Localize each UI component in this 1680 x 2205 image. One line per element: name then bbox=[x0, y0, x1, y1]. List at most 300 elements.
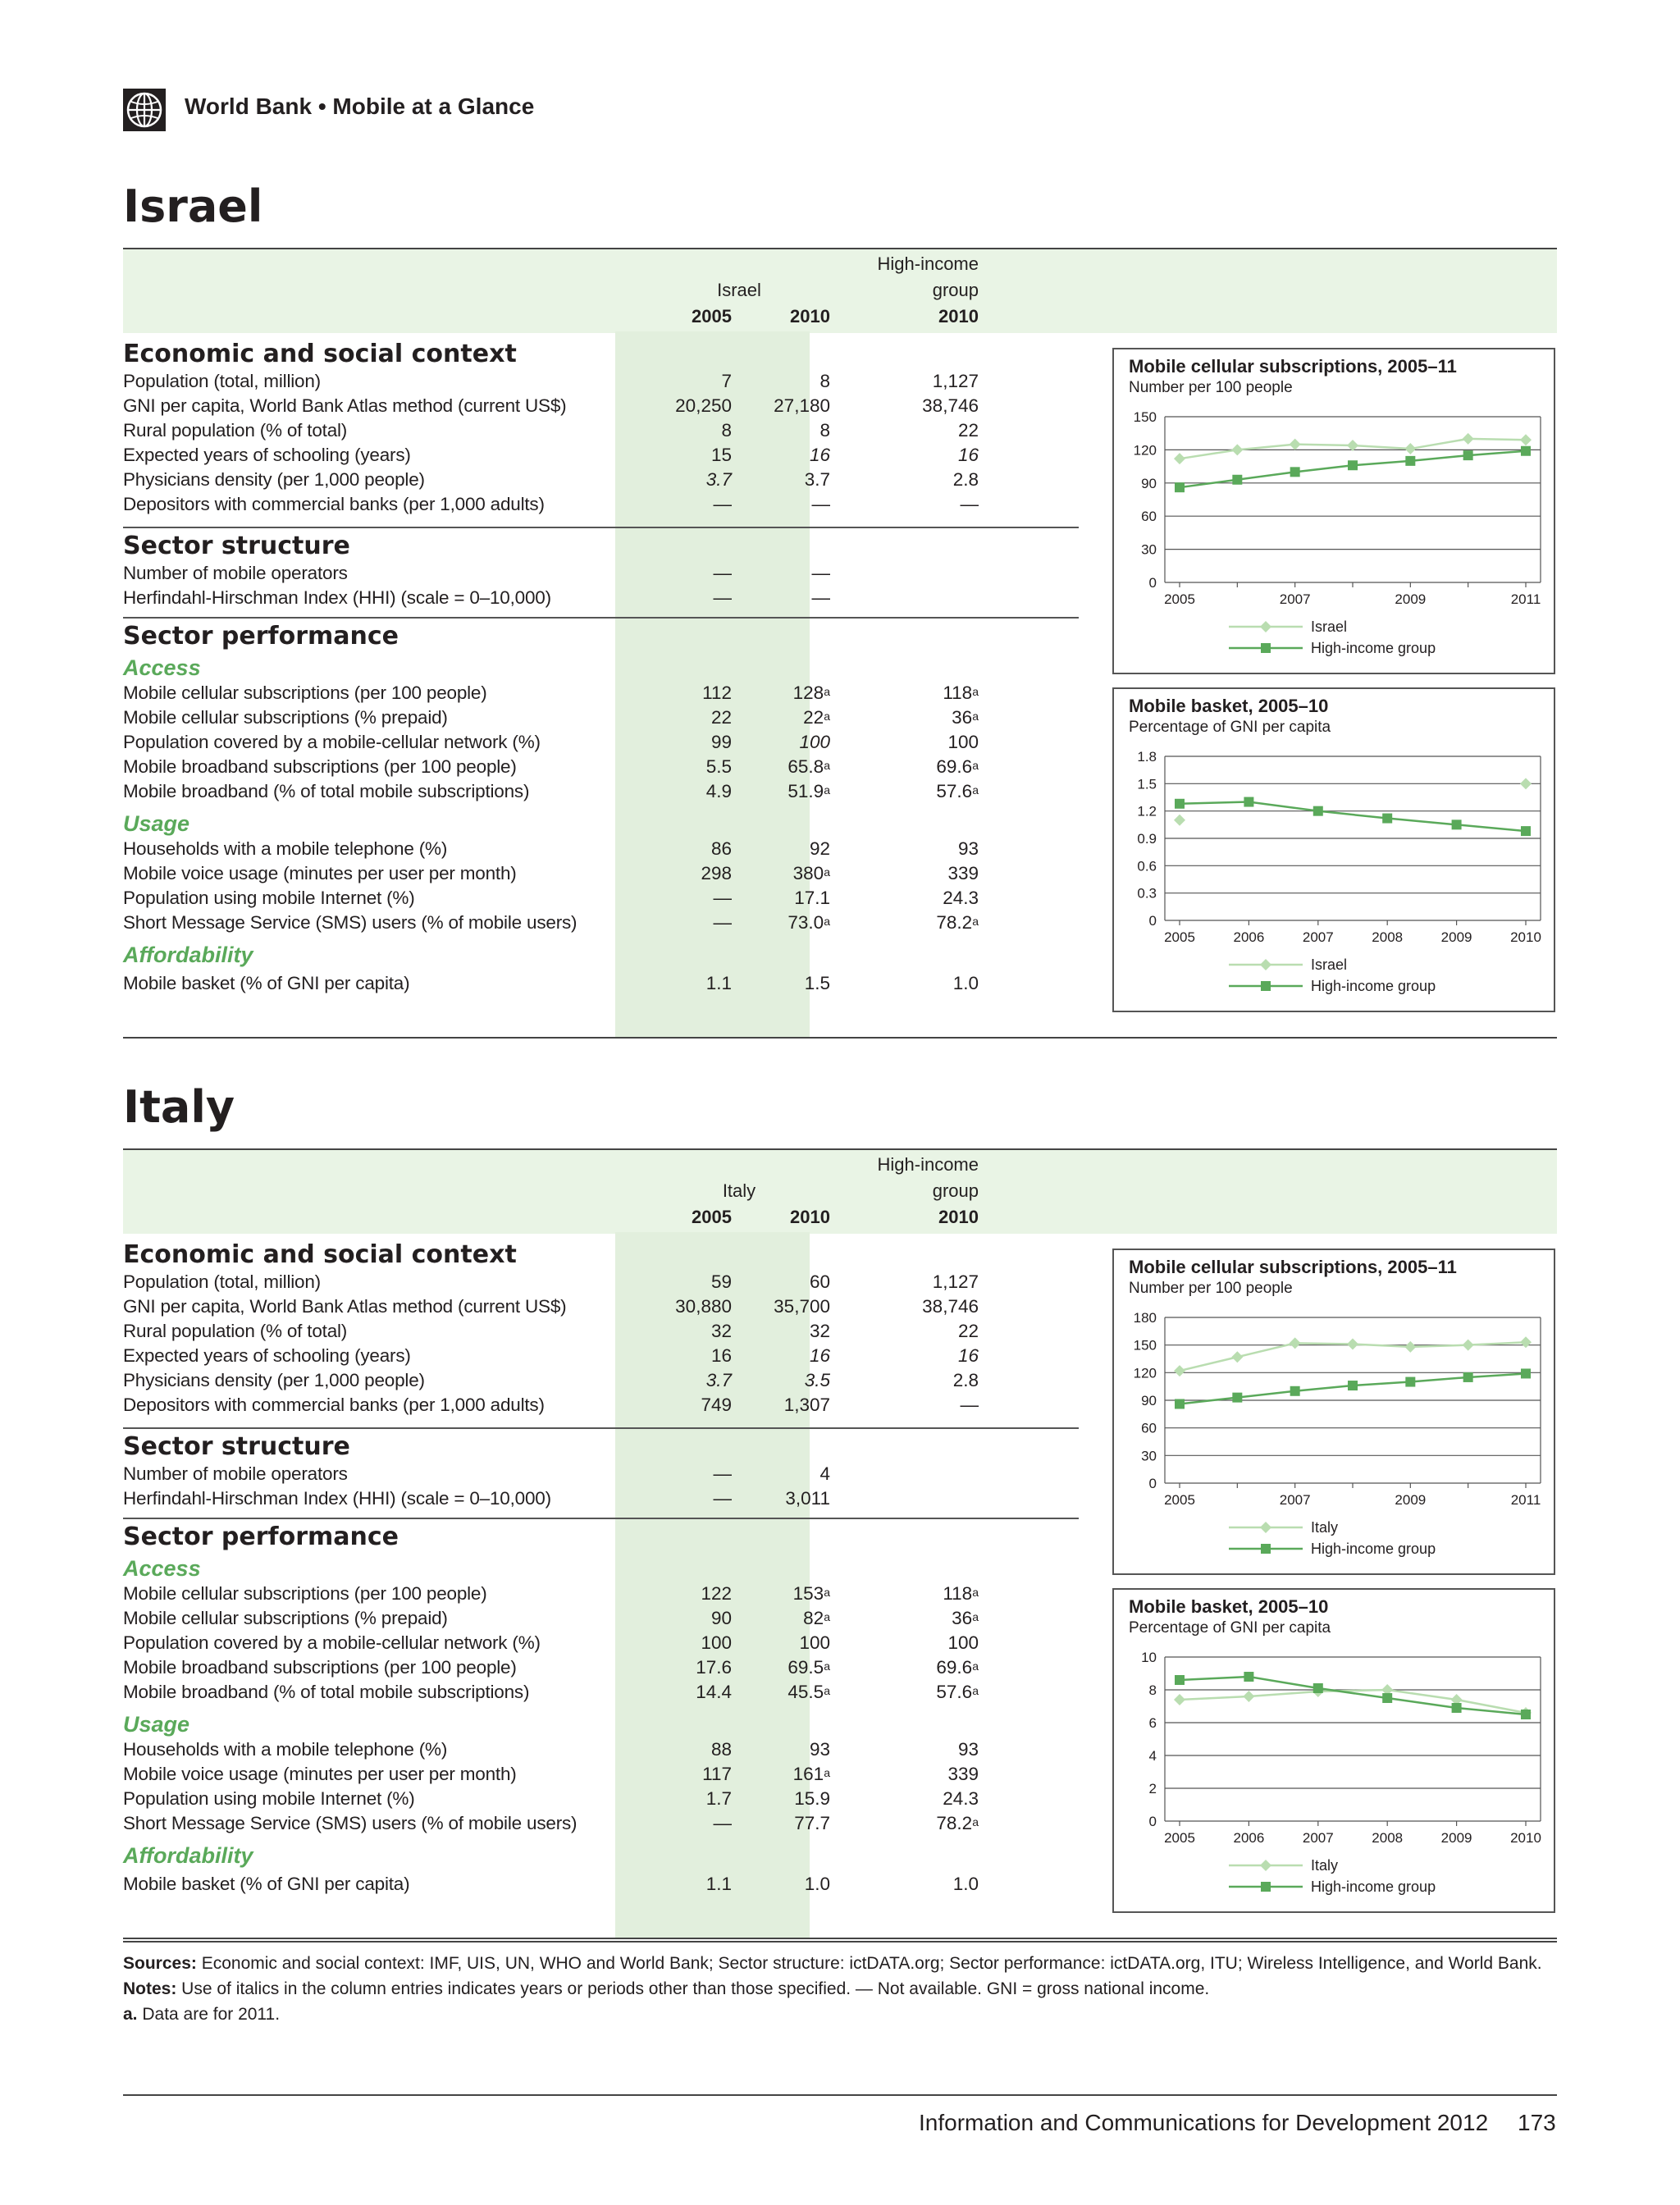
data-point-diamond bbox=[1243, 1691, 1254, 1702]
subcategory-access: Access bbox=[123, 1556, 201, 1581]
chart-subtitle: Number per 100 people bbox=[1129, 379, 1293, 396]
y-tick-label: 0 bbox=[1148, 1814, 1157, 1829]
cell-value: 117 bbox=[702, 1764, 732, 1784]
cell-value: 3.5 bbox=[804, 1370, 830, 1390]
data-point-square bbox=[1348, 1381, 1358, 1390]
cell-v2 bbox=[748, 911, 830, 935]
cell-value: 93 bbox=[957, 1739, 979, 1760]
y-tick-label: 30 bbox=[1141, 1448, 1157, 1464]
data-point-diamond bbox=[1290, 1337, 1301, 1349]
cell-v1 bbox=[648, 586, 732, 610]
y-tick-label: 120 bbox=[1133, 1365, 1157, 1381]
row-label: Short Message Service (SMS) users (% of mobile users) bbox=[123, 1813, 578, 1833]
cell-value: 749 bbox=[701, 1395, 732, 1415]
cell-v1 bbox=[648, 837, 732, 861]
cell-v1 bbox=[648, 1294, 732, 1319]
cell-value: 2.8 bbox=[952, 469, 979, 490]
chart-israel-basket bbox=[1112, 687, 1555, 1012]
y-tick-label: 30 bbox=[1141, 541, 1157, 558]
notes-label: Notes: bbox=[123, 1979, 177, 1998]
cell-v3 bbox=[902, 1270, 979, 1294]
cell-value: 3.7 bbox=[804, 469, 830, 490]
row-label: Mobile voice usage (minutes per user per month) bbox=[123, 863, 517, 883]
cell-v1 bbox=[648, 1344, 732, 1368]
y-tick-label: 0.9 bbox=[1137, 831, 1157, 847]
cell-value: 82 bbox=[803, 1608, 824, 1628]
y-tick-label: 120 bbox=[1133, 442, 1157, 459]
data-point-diamond bbox=[1463, 433, 1474, 445]
section-divider bbox=[123, 527, 1079, 528]
y-tick-label: 6 bbox=[1148, 1715, 1157, 1731]
x-tick-label: 2010 bbox=[1510, 929, 1541, 945]
cell-v3 bbox=[902, 1344, 979, 1368]
cell-value: 153 bbox=[792, 1583, 824, 1604]
cell-v2 bbox=[748, 443, 830, 468]
row-label: Mobile broadband subscriptions (per 100 people) bbox=[123, 756, 517, 777]
cell-value: 2.8 bbox=[952, 1370, 979, 1390]
cell-value: 30,880 bbox=[675, 1296, 732, 1317]
row-label: Expected years of schooling (years) bbox=[123, 1345, 411, 1366]
cell-value: 128 bbox=[792, 682, 824, 703]
footnote-marker: a bbox=[972, 685, 979, 698]
data-point-square bbox=[1348, 460, 1358, 470]
footnote-marker: a bbox=[972, 783, 979, 797]
x-tick-label: 2010 bbox=[1510, 1830, 1541, 1846]
cell-v2 bbox=[748, 779, 830, 804]
high-income-header-line2: group bbox=[932, 1180, 979, 1201]
cell-value: 32 bbox=[710, 1321, 732, 1341]
footnote-marker: a bbox=[972, 1684, 979, 1697]
cell-value: 118 bbox=[943, 1583, 973, 1604]
cell-value: 100 bbox=[947, 732, 979, 752]
data-point-square bbox=[1452, 1703, 1462, 1713]
y-tick-label: 1.5 bbox=[1137, 776, 1157, 792]
row-label: Number of mobile operators bbox=[123, 1463, 348, 1484]
cell-v1 bbox=[648, 1582, 732, 1606]
cell-v1 bbox=[648, 681, 732, 705]
row-label: Mobile broadband (% of total mobile subscriptions) bbox=[123, 781, 530, 801]
y-tick-label: 8 bbox=[1148, 1682, 1157, 1698]
data-point-square bbox=[1521, 826, 1531, 836]
footnote-marker: a bbox=[972, 759, 979, 772]
cell-value: — bbox=[960, 1395, 979, 1415]
row-label: Mobile broadband (% of total mobile subscriptions) bbox=[123, 1682, 530, 1702]
cell-v1 bbox=[648, 705, 732, 730]
cell-v3 bbox=[902, 1762, 979, 1787]
high-income-year-header: 2010 bbox=[938, 306, 979, 326]
legend-label: High-income group bbox=[1311, 978, 1436, 994]
y-tick-label: 150 bbox=[1133, 1337, 1157, 1354]
legend-label: High-income group bbox=[1311, 1541, 1436, 1557]
cell-v3 bbox=[902, 1368, 979, 1393]
cell-value: 100 bbox=[701, 1632, 732, 1653]
cell-v2 bbox=[748, 1294, 830, 1319]
cell-v3 bbox=[902, 1294, 979, 1319]
data-point-diamond bbox=[1520, 434, 1532, 445]
cell-value: 3,011 bbox=[785, 1488, 830, 1509]
cell-v2 bbox=[748, 1582, 830, 1606]
chart-title: Mobile cellular subscriptions, 2005–11 bbox=[1129, 1257, 1457, 1277]
cell-v1 bbox=[648, 1737, 732, 1762]
cell-value: 69.6 bbox=[936, 756, 973, 777]
row-label: Mobile cellular subscriptions (% prepaid) bbox=[123, 707, 448, 728]
cell-v2 bbox=[748, 1787, 830, 1811]
row-label: Physicians density (per 1,000 people) bbox=[123, 1370, 425, 1390]
cell-value: 17.1 bbox=[794, 888, 830, 908]
legend-marker-square bbox=[1261, 643, 1271, 653]
legend-marker-square bbox=[1261, 1544, 1271, 1554]
data-point-diamond bbox=[1520, 1336, 1532, 1348]
category-economic: Economic and social context bbox=[123, 1240, 517, 1269]
cell-value: — bbox=[811, 494, 830, 514]
chart-subtitle: Percentage of GNI per capita bbox=[1129, 719, 1331, 736]
legend-label: High-income group bbox=[1311, 1879, 1436, 1895]
cell-v1 bbox=[648, 861, 732, 886]
cell-value: 17.6 bbox=[696, 1657, 732, 1678]
cell-v3 bbox=[902, 1631, 979, 1655]
cell-v3 bbox=[902, 1393, 979, 1418]
cell-v1 bbox=[648, 779, 732, 804]
data-point-square bbox=[1232, 475, 1242, 485]
subcategory-affordability: Affordability bbox=[123, 1843, 253, 1868]
cell-v2 bbox=[748, 1344, 830, 1368]
data-point-diamond bbox=[1174, 815, 1185, 826]
cell-v3 bbox=[902, 394, 979, 418]
legend-label: Israel bbox=[1311, 956, 1348, 973]
data-point-square bbox=[1405, 456, 1415, 466]
cell-v3 bbox=[902, 1655, 979, 1680]
cell-v1 bbox=[648, 443, 732, 468]
cell-value: — bbox=[713, 1813, 732, 1833]
cell-v3 bbox=[902, 681, 979, 705]
data-point-square bbox=[1244, 797, 1253, 807]
row-label: Depositors with commercial banks (per 1,000 adults) bbox=[123, 1395, 545, 1415]
data-point-diamond bbox=[1290, 439, 1301, 450]
cell-value: 69.6 bbox=[936, 1657, 973, 1678]
cell-v1 bbox=[648, 911, 732, 935]
row-label: Population using mobile Internet (%) bbox=[123, 888, 415, 908]
legend-marker-diamond bbox=[1260, 621, 1271, 632]
cell-v2 bbox=[748, 586, 830, 610]
year-2010-header: 2010 bbox=[790, 1207, 830, 1227]
cell-value: 100 bbox=[799, 1632, 830, 1653]
cell-value: 122 bbox=[701, 1583, 732, 1604]
cell-value: 1,307 bbox=[783, 1395, 830, 1415]
cell-value: 22 bbox=[957, 420, 979, 441]
data-point-square bbox=[1175, 1399, 1185, 1408]
cell-value: 161 bbox=[792, 1764, 824, 1784]
cell-v3 bbox=[902, 1606, 979, 1631]
cell-v3 bbox=[902, 418, 979, 443]
x-tick-label: 2009 bbox=[1440, 1830, 1472, 1846]
subcategory-access: Access bbox=[123, 655, 201, 680]
year-2005-header: 2005 bbox=[692, 306, 732, 326]
row-label: Households with a mobile telephone (%) bbox=[123, 1739, 448, 1760]
cell-value: 15.9 bbox=[794, 1788, 830, 1809]
cell-v1 bbox=[648, 1655, 732, 1680]
cell-value: 22 bbox=[957, 1321, 979, 1341]
cell-v2 bbox=[748, 561, 830, 586]
x-tick-label: 2005 bbox=[1164, 1492, 1195, 1508]
data-point-square bbox=[1290, 467, 1300, 477]
cell-value: 57.6 bbox=[936, 1682, 973, 1702]
row-label: GNI per capita, World Bank Atlas method (current US$) bbox=[123, 1296, 567, 1317]
y-tick-label: 90 bbox=[1141, 475, 1157, 491]
footnote-marker: a bbox=[824, 1684, 830, 1697]
row-label: Depositors with commercial banks (per 1,000 adults) bbox=[123, 494, 545, 514]
x-tick-label: 2006 bbox=[1233, 1830, 1265, 1846]
data-point-square bbox=[1175, 1675, 1185, 1685]
cell-value: 86 bbox=[710, 838, 732, 859]
footnote-a-label: a. bbox=[123, 2005, 138, 2024]
section-divider bbox=[123, 1427, 1079, 1429]
cell-value: 78.2 bbox=[936, 1813, 973, 1833]
data-point-square bbox=[1175, 799, 1185, 809]
cell-v2 bbox=[748, 1393, 830, 1418]
subcategory-affordability: Affordability bbox=[123, 943, 253, 967]
footnote-marker: a bbox=[824, 1659, 830, 1673]
cell-v2 bbox=[748, 1737, 830, 1762]
y-tick-label: 10 bbox=[1141, 1650, 1157, 1665]
cell-v1 bbox=[648, 1393, 732, 1418]
y-tick-label: 1.8 bbox=[1137, 749, 1157, 765]
data-point-diamond bbox=[1231, 444, 1243, 455]
cell-v3 bbox=[902, 861, 979, 886]
footnote-marker: a bbox=[824, 1766, 830, 1779]
cell-value: 22 bbox=[803, 707, 824, 728]
cell-v3 bbox=[902, 443, 979, 468]
chart-italy-subscriptions bbox=[1112, 1249, 1555, 1575]
cell-value: 45.5 bbox=[788, 1682, 824, 1702]
series-line-1 bbox=[1180, 1677, 1526, 1714]
y-tick-label: 150 bbox=[1133, 409, 1157, 425]
y-tick-label: 180 bbox=[1133, 1310, 1157, 1326]
data-point-square bbox=[1521, 1710, 1531, 1719]
data-point-square bbox=[1521, 1368, 1531, 1378]
data-point-square bbox=[1244, 1672, 1253, 1682]
footnote-marker: a bbox=[824, 710, 830, 723]
cell-value: 78.2 bbox=[936, 912, 973, 933]
row-label: Population using mobile Internet (%) bbox=[123, 1788, 415, 1809]
cell-v1 bbox=[648, 730, 732, 755]
cell-value: 4 bbox=[819, 1463, 830, 1484]
cell-value: 8 bbox=[819, 371, 830, 391]
cell-v2 bbox=[748, 837, 830, 861]
high-income-header-line1: High-income bbox=[877, 253, 979, 274]
data-point-diamond bbox=[1231, 1351, 1243, 1363]
series-line-1 bbox=[1180, 802, 1526, 832]
cell-v1 bbox=[648, 1270, 732, 1294]
y-tick-label: 60 bbox=[1141, 1420, 1157, 1436]
cell-value: 8 bbox=[819, 420, 830, 441]
x-tick-label: 2009 bbox=[1395, 591, 1427, 607]
legend-marker-diamond bbox=[1260, 959, 1271, 970]
cell-value: 118 bbox=[943, 682, 973, 703]
cell-v2 bbox=[748, 492, 830, 517]
category-structure: Sector structure bbox=[123, 1432, 350, 1461]
cell-v3 bbox=[902, 1737, 979, 1762]
row-label: Herfindahl-Hirschman Index (HHI) (scale = 0–10,000) bbox=[123, 1488, 551, 1509]
chart-italy-basket bbox=[1112, 1588, 1555, 1913]
row-label: Population (total, million) bbox=[123, 371, 321, 391]
chart-subtitle: Number per 100 people bbox=[1129, 1280, 1293, 1297]
cell-v1 bbox=[648, 1631, 732, 1655]
data-point-diamond bbox=[1347, 1339, 1358, 1350]
country-column-label: Israel bbox=[717, 280, 761, 300]
x-tick-label: 2009 bbox=[1395, 1492, 1427, 1508]
cell-v2 bbox=[748, 681, 830, 705]
cell-v1 bbox=[648, 971, 732, 996]
footnote-a-text: Data are for 2011. bbox=[137, 2005, 281, 2024]
cell-value: 99 bbox=[710, 732, 732, 752]
column-header-band bbox=[123, 248, 1557, 333]
cell-v3 bbox=[902, 1787, 979, 1811]
cell-v2 bbox=[748, 468, 830, 492]
x-tick-label: 2009 bbox=[1440, 929, 1472, 945]
footnote-marker: a bbox=[972, 1815, 979, 1828]
cell-v1 bbox=[648, 1486, 732, 1511]
footnote-marker: a bbox=[972, 1610, 979, 1623]
high-income-year-header: 2010 bbox=[938, 1207, 979, 1227]
footer-notes bbox=[123, 1951, 1559, 2027]
subcategory-usage: Usage bbox=[123, 1712, 190, 1737]
row-label: GNI per capita, World Bank Atlas method (current US$) bbox=[123, 395, 567, 416]
legend-label: Italy bbox=[1311, 1857, 1339, 1874]
cell-v3 bbox=[902, 911, 979, 935]
cell-v2 bbox=[748, 705, 830, 730]
data-point-square bbox=[1463, 1372, 1473, 1382]
cell-value: 8 bbox=[721, 420, 732, 441]
x-tick-label: 2005 bbox=[1164, 591, 1195, 607]
legend-label: High-income group bbox=[1311, 640, 1436, 656]
cell-value: — bbox=[960, 494, 979, 514]
cell-v1 bbox=[648, 1462, 732, 1486]
data-point-square bbox=[1382, 1693, 1392, 1703]
footnote-marker: a bbox=[824, 1586, 830, 1599]
cell-v1 bbox=[648, 1368, 732, 1393]
cell-v1 bbox=[648, 1872, 732, 1897]
notes-text: Use of italics in the column entries indicates years or periods other than those specified. — Not available. GNI = gross national income. bbox=[176, 1979, 1210, 1998]
cell-v3 bbox=[902, 1582, 979, 1606]
data-point-square bbox=[1175, 482, 1185, 492]
cell-value: 1.5 bbox=[804, 973, 830, 993]
cell-value: 339 bbox=[947, 1764, 979, 1784]
cell-v2 bbox=[748, 394, 830, 418]
column-header-band bbox=[123, 1148, 1557, 1234]
cell-v2 bbox=[748, 1872, 830, 1897]
cell-value: — bbox=[713, 563, 732, 583]
cell-v2 bbox=[748, 1462, 830, 1486]
cell-v1 bbox=[648, 886, 732, 911]
cell-v3 bbox=[902, 1680, 979, 1705]
cell-value: 57.6 bbox=[936, 781, 973, 801]
y-tick-label: 0.6 bbox=[1137, 858, 1157, 874]
legend-label: Italy bbox=[1311, 1519, 1339, 1536]
cell-value: — bbox=[713, 1463, 732, 1484]
high-income-header-line2: group bbox=[932, 280, 979, 300]
cell-v1 bbox=[648, 418, 732, 443]
footnote-marker: a bbox=[824, 1610, 830, 1623]
cell-value: — bbox=[811, 563, 830, 583]
cell-value: 1.1 bbox=[705, 1874, 732, 1894]
row-label: Mobile basket (% of GNI per capita) bbox=[123, 973, 410, 993]
cell-v2 bbox=[748, 1319, 830, 1344]
cell-value: — bbox=[713, 1488, 732, 1509]
x-tick-label: 2007 bbox=[1279, 1492, 1311, 1508]
chart-plot bbox=[1114, 1250, 1554, 1573]
data-point-diamond bbox=[1174, 453, 1185, 464]
cell-value: 16 bbox=[809, 445, 830, 465]
data-point-diamond bbox=[1463, 1340, 1474, 1351]
y-tick-label: 0.3 bbox=[1137, 885, 1157, 902]
x-tick-label: 2008 bbox=[1372, 1830, 1404, 1846]
cell-v1 bbox=[648, 468, 732, 492]
cell-v2 bbox=[748, 971, 830, 996]
chart-israel-subscriptions bbox=[1112, 348, 1555, 674]
chart-title: Mobile cellular subscriptions, 2005–11 bbox=[1129, 356, 1457, 377]
category-structure: Sector structure bbox=[123, 532, 350, 560]
cell-v2 bbox=[748, 369, 830, 394]
cell-value: 3.7 bbox=[705, 469, 732, 490]
cell-value: 38,746 bbox=[922, 1296, 979, 1317]
cell-value: 1.0 bbox=[952, 973, 979, 993]
y-tick-label: 2 bbox=[1148, 1781, 1157, 1796]
data-point-square bbox=[1313, 1683, 1323, 1693]
row-label: Rural population (% of total) bbox=[123, 420, 348, 441]
cell-v3 bbox=[902, 369, 979, 394]
cell-v1 bbox=[648, 561, 732, 586]
y-tick-label: 90 bbox=[1141, 1393, 1157, 1408]
country-title-israel: Israel bbox=[123, 180, 263, 232]
cell-value: 1.7 bbox=[705, 1788, 732, 1809]
cell-value: 1.1 bbox=[705, 973, 732, 993]
publication-title: Information and Communications for Development 2012 bbox=[919, 2110, 1489, 2135]
cell-v1 bbox=[648, 1606, 732, 1631]
data-point-square bbox=[1521, 446, 1531, 456]
data-point-square bbox=[1452, 819, 1462, 829]
world-bank-globe-icon bbox=[123, 89, 166, 131]
cell-v2 bbox=[748, 1368, 830, 1393]
y-tick-label: 4 bbox=[1148, 1748, 1157, 1764]
footnote-marker: a bbox=[972, 1586, 979, 1599]
footnote-marker: a bbox=[972, 710, 979, 723]
legend-label: Israel bbox=[1311, 619, 1348, 635]
data-point-square bbox=[1232, 1393, 1242, 1403]
notes-line bbox=[123, 1976, 1559, 2002]
x-tick-label: 2011 bbox=[1510, 1492, 1541, 1508]
x-tick-label: 2005 bbox=[1164, 1830, 1195, 1846]
cell-v3 bbox=[902, 971, 979, 996]
section-bottom-rule bbox=[123, 1037, 1557, 1039]
cell-v3 bbox=[902, 755, 979, 779]
footnote-marker: a bbox=[824, 865, 830, 879]
cell-v3 bbox=[902, 492, 979, 517]
cell-value: 24.3 bbox=[943, 1788, 979, 1809]
sources-label: Sources: bbox=[123, 1954, 197, 1973]
row-label: Mobile voice usage (minutes per user per month) bbox=[123, 1764, 517, 1784]
cell-value: 298 bbox=[701, 863, 732, 883]
cell-v2 bbox=[748, 886, 830, 911]
chart-title: Mobile basket, 2005–10 bbox=[1129, 1596, 1329, 1617]
chart-plot bbox=[1114, 349, 1554, 673]
y-tick-label: 0 bbox=[1148, 1476, 1157, 1491]
cell-v1 bbox=[648, 369, 732, 394]
country-title-italy: Italy bbox=[123, 1081, 235, 1133]
cell-value: 112 bbox=[702, 682, 732, 703]
cell-value: 16 bbox=[710, 1345, 732, 1366]
sources-line bbox=[123, 1951, 1559, 1976]
row-label: Number of mobile operators bbox=[123, 563, 348, 583]
